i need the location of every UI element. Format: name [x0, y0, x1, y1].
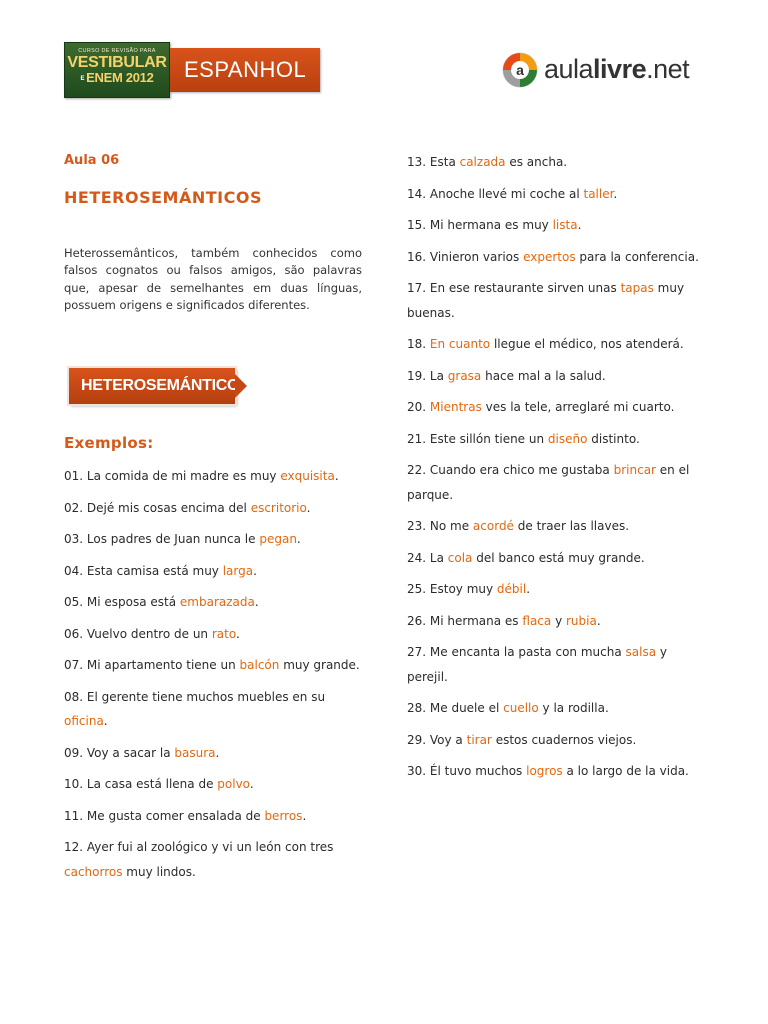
- sentence-text: hace mal a la salud.: [481, 368, 606, 383]
- heterosemantic-word: berros: [264, 808, 303, 823]
- example-sentence: [407, 245, 707, 270]
- heterosemantic-word: cuello: [503, 701, 539, 715]
- right-column: [407, 150, 707, 791]
- logo-prefix: aula: [544, 54, 594, 84]
- sentence-text: .: [253, 563, 257, 578]
- sentence-text: .: [526, 582, 531, 596]
- logo-bold: livre: [593, 54, 647, 84]
- example-sentence: [64, 527, 362, 552]
- sentence-text: 05. Mi esposa está: [64, 595, 180, 610]
- sentence-text: .: [302, 808, 307, 823]
- sentence-text: llegue el médico, nos atenderá.: [490, 337, 684, 351]
- sentence-text: es ancha.: [505, 155, 568, 169]
- sentence-text: 21. Este sillón tiene un: [407, 431, 548, 446]
- sentence-text: 19. La: [407, 368, 448, 383]
- sentence-text: en el parque.: [407, 463, 690, 502]
- example-sentence: [64, 741, 362, 766]
- sentence-text: 18.: [407, 337, 430, 351]
- sentence-text: 28. Me duele el: [407, 701, 504, 715]
- sentence-text: .: [103, 714, 108, 729]
- sentence-text: 06. Vuelvo dentro de un: [64, 626, 212, 641]
- heterosemantic-word: cachorros: [64, 864, 123, 879]
- heterosemantic-word: embarazada: [179, 595, 255, 610]
- example-sentence: [407, 213, 707, 238]
- sentence-text: 29. Voy a: [407, 732, 467, 747]
- sentence-text: y la rodilla.: [538, 701, 609, 715]
- heterosemantic-word: rubia: [566, 613, 597, 628]
- heterosemantic-word: logros: [526, 764, 563, 778]
- logo-wordmark: [544, 54, 689, 85]
- heterosemantic-word: basura: [174, 745, 216, 760]
- sentence-text: 02. Dejé mis cosas encima del: [64, 500, 251, 515]
- heterosemantic-word: polvo: [217, 777, 250, 792]
- example-sentence: [64, 835, 362, 884]
- example-sentence: [64, 622, 362, 647]
- example-sentence: [407, 759, 707, 784]
- sentence-text: .: [577, 218, 582, 232]
- example-sentence: [64, 685, 362, 734]
- example-sentence: [64, 804, 362, 829]
- heterosemantic-word: tapas: [620, 281, 654, 295]
- aulalivre-logo-icon: [502, 52, 540, 88]
- heterosemantic-word: débil: [496, 582, 527, 596]
- sentence-text: 14. Anoche llevé mi coche al: [407, 186, 584, 201]
- examples-heading: Exemplos:: [64, 434, 154, 453]
- example-sentence: [64, 772, 362, 797]
- example-sentence: [407, 577, 707, 602]
- sentence-text: .: [596, 613, 601, 628]
- example-sentence: [407, 728, 707, 753]
- heterosemantic-word: grasa: [447, 368, 482, 383]
- example-sentence: [407, 182, 707, 207]
- subject-banner: ESPANHOL: [170, 48, 320, 92]
- sentence-text: 01. La comida de mi madre es muy: [64, 469, 281, 484]
- sentence-text: a lo largo de la vida.: [562, 764, 689, 778]
- page-header: [0, 0, 768, 120]
- sentence-text: y perejil.: [407, 645, 667, 684]
- example-sentence: [407, 458, 707, 507]
- svg-text:a: a: [516, 62, 524, 78]
- example-sentence: [407, 395, 707, 420]
- heterosemantic-word: salsa: [625, 645, 657, 659]
- example-sentence: [64, 559, 362, 584]
- sentence-text: distinto.: [587, 431, 640, 446]
- left-column: [64, 150, 362, 891]
- sentence-text: 26. Mi hermana es: [407, 613, 523, 628]
- page-title: HETEROSEMÁNTICOS: [64, 188, 262, 207]
- heterosemantic-word: flaca: [522, 613, 552, 628]
- heterosemantic-word: larga: [222, 563, 254, 578]
- heterosemantic-word: escritorio: [250, 500, 307, 515]
- example-sentence: [407, 427, 707, 452]
- example-sentence: [407, 514, 707, 539]
- sentence-text: 10. La casa está llena de: [64, 777, 218, 792]
- heterosemantic-word: cola: [447, 550, 473, 565]
- section-banner: [69, 368, 250, 404]
- example-sentence: [407, 640, 707, 689]
- badge-title: VESTIBULAR: [67, 54, 167, 71]
- sentence-text: .: [235, 626, 240, 641]
- badge-conjunction: E: [80, 75, 85, 82]
- badge-year-text: ENEM 2012: [86, 70, 154, 85]
- sentence-text: 22. Cuando era chico me gustaba: [407, 463, 614, 477]
- example-sentence: [407, 609, 707, 634]
- sentence-text: 15. Mi hermana es muy: [407, 218, 553, 232]
- sentence-text: 30. Él tuvo muchos: [407, 764, 527, 778]
- badge-subtitle: CURSO DE REVISÃO PARA: [78, 48, 156, 54]
- sentence-text: .: [613, 186, 618, 201]
- sentence-text: 16. Vinieron varios: [407, 249, 524, 264]
- sentence-text: 04. Esta camisa está muy: [64, 563, 223, 578]
- heterosemantic-word: oficina: [64, 714, 104, 729]
- sentence-text: .: [296, 532, 301, 547]
- heterosemantic-word: En cuanto: [429, 337, 491, 351]
- sentence-text: de traer las llaves.: [513, 519, 630, 533]
- heterosemantic-word: balcón: [239, 658, 280, 673]
- sentence-text: 09. Voy a sacar la: [64, 745, 175, 760]
- example-sentence: [407, 364, 707, 389]
- sentence-text: muy lindos.: [122, 864, 196, 879]
- sentence-text: y: [551, 613, 566, 628]
- section-banner-label: HETEROSEMÁNTICOS: [81, 377, 250, 395]
- sentence-text: 07. Mi apartamento tiene un: [64, 658, 240, 673]
- sentence-text: 17. En ese restaurante sirven unas: [407, 281, 621, 295]
- sentence-text: ves la tele, arreglaré mi cuarto.: [481, 400, 675, 414]
- sentence-text: 20.: [407, 400, 430, 414]
- sentence-text: .: [306, 500, 311, 515]
- heterosemantic-word: diseño: [547, 431, 588, 446]
- sentence-text: del banco está muy grande.: [472, 550, 645, 565]
- example-sentence: [407, 150, 707, 175]
- example-sentence: [64, 496, 362, 521]
- sentence-text: .: [215, 745, 220, 760]
- sentence-text: 25. Estoy muy: [407, 582, 497, 596]
- sentence-text: 08. El gerente tiene muchos muebles en su: [64, 689, 326, 704]
- sentence-text: .: [254, 595, 259, 610]
- badge-year: [65, 71, 169, 86]
- banner-arrow-icon: [235, 374, 247, 398]
- sentence-text: muy buenas.: [407, 281, 685, 320]
- heterosemantic-word: exquisita: [280, 469, 335, 484]
- heterosemantic-word: expertos: [523, 249, 576, 264]
- sentence-text: .: [249, 777, 254, 792]
- course-badge: [64, 42, 170, 98]
- heterosemantic-word: calzada: [459, 155, 506, 169]
- example-sentence: [64, 653, 362, 678]
- sentence-text: 11. Me gusta comer ensalada de: [64, 808, 265, 823]
- example-sentence: [64, 464, 362, 489]
- sentence-text: .: [334, 469, 339, 484]
- heterosemantic-word: pegan: [259, 532, 297, 547]
- example-sentence: [407, 332, 707, 357]
- heterosemantic-word: Mientras: [429, 400, 482, 414]
- sentence-text: 13. Esta: [407, 155, 460, 169]
- sentence-text: para la conferencia.: [575, 249, 699, 264]
- intro-paragraph: Heterossemânticos, também conhecidos como falsos cognatos ou falsos amigos, são palavras que, apesar de semelhantes em duas línguas, possuem origens e significados diferentes.: [64, 246, 362, 312]
- logo-suffix: .net: [646, 54, 690, 84]
- examples-list-right: [407, 150, 707, 784]
- sentence-text: 12. Ayer fui al zoológico y vi un león con tres: [64, 840, 334, 855]
- example-sentence: [407, 276, 707, 325]
- sentence-text: 24. La: [407, 550, 448, 565]
- sentence-text: muy grande.: [279, 658, 360, 673]
- heterosemantic-word: acordé: [472, 519, 514, 533]
- lesson-label: Aula 06: [64, 153, 120, 168]
- heterosemantic-word: tirar: [466, 732, 492, 747]
- example-sentence: [407, 546, 707, 571]
- sentence-text: 03. Los padres de Juan nunca le: [64, 532, 260, 547]
- examples-list-left: [64, 464, 362, 884]
- heterosemantic-word: rato: [211, 626, 236, 641]
- sentence-text: 23. No me: [407, 519, 473, 533]
- heterosemantic-word: taller: [583, 186, 614, 201]
- sentence-text: estos cuadernos viejos.: [491, 732, 637, 747]
- heterosemantic-word: lista: [552, 218, 578, 232]
- heterosemantic-word: brincar: [613, 463, 656, 477]
- sentence-text: 27. Me encanta la pasta con mucha: [407, 645, 626, 659]
- example-sentence: [64, 590, 362, 615]
- example-sentence: [407, 696, 707, 721]
